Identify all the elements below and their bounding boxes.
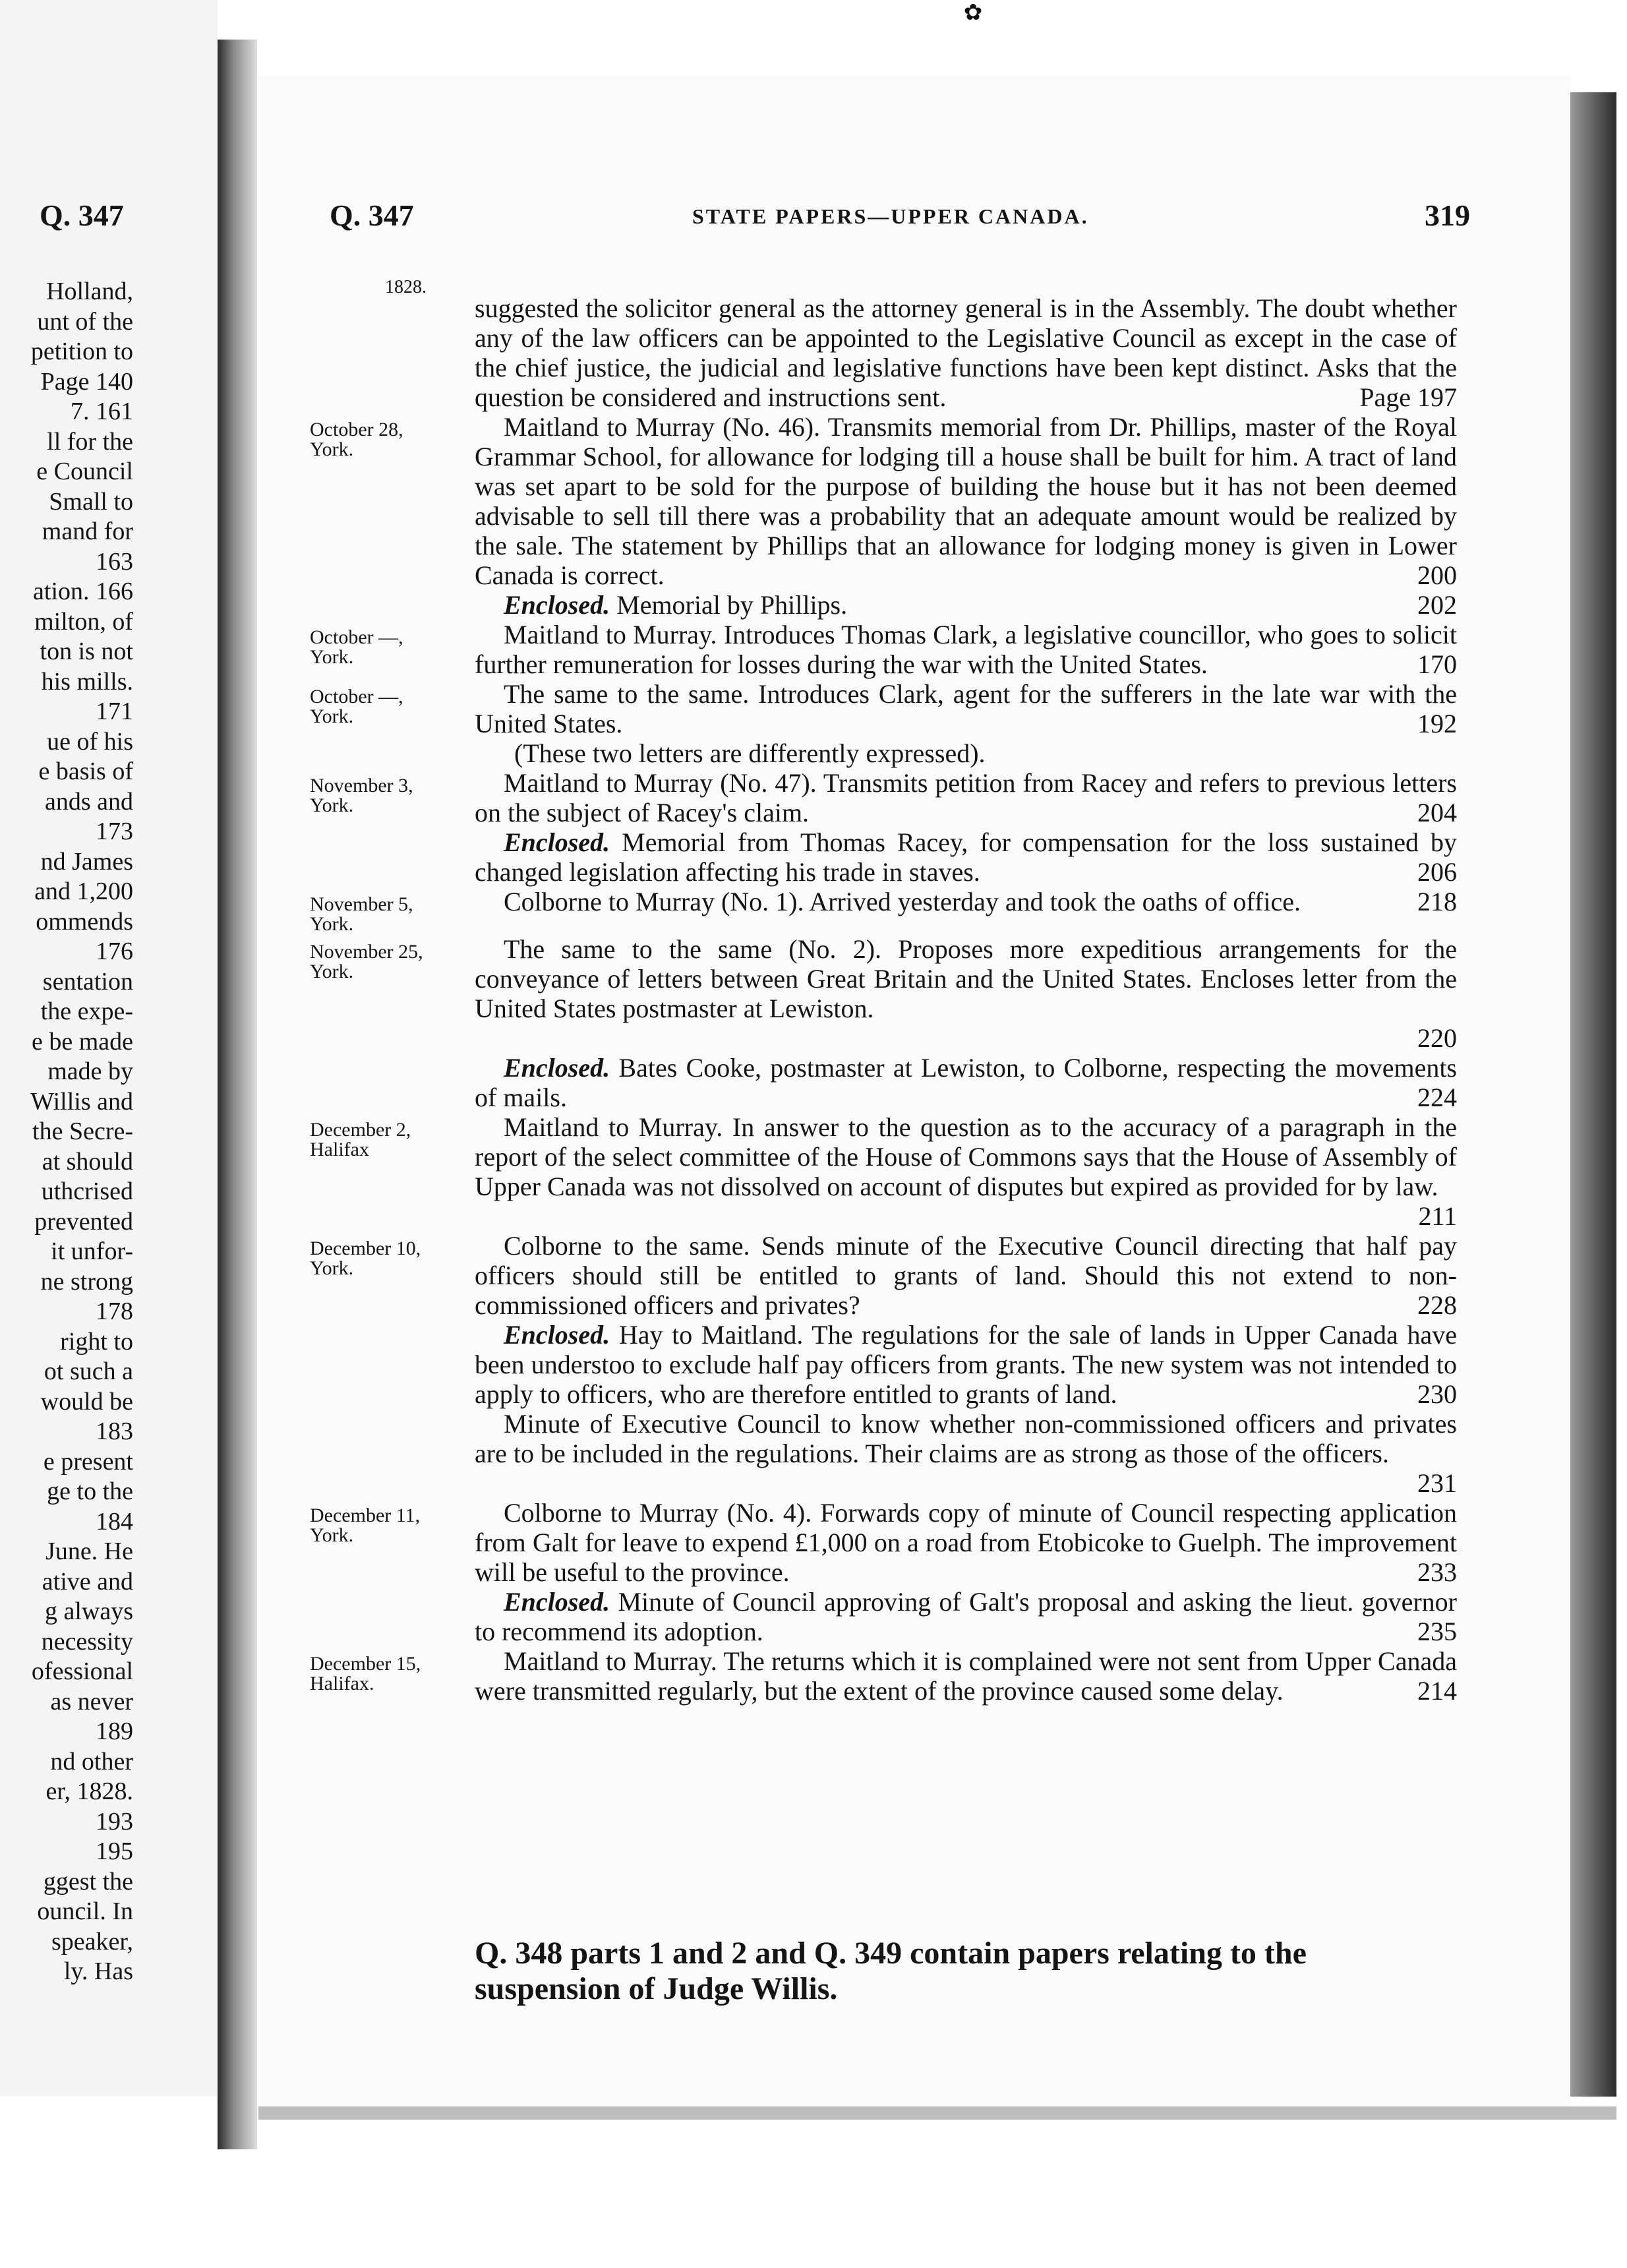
facing-page-line: 176 xyxy=(96,938,133,965)
entry-paragraph xyxy=(475,412,1457,590)
calendar-entry xyxy=(310,620,1457,679)
entry-paragraph xyxy=(475,1320,1457,1409)
volume-reference: Q. 347 xyxy=(330,198,414,232)
page-reference: 218 xyxy=(1417,887,1457,916)
entry-date-place: York. xyxy=(310,646,354,668)
entry-body xyxy=(475,1498,1457,1646)
facing-page-line: ofessional xyxy=(31,1657,133,1685)
entry-date-day: November 3, xyxy=(310,775,413,796)
entry-paragraph xyxy=(475,1409,1457,1498)
facing-page-line: Holland, xyxy=(46,278,133,305)
facing-page-line: sentation xyxy=(42,967,133,996)
facing-page-line: Page 140 xyxy=(40,367,133,396)
year-label: 1828. xyxy=(385,277,427,297)
facing-page-line: nd other xyxy=(50,1747,133,1776)
page-reference: 231 xyxy=(1417,1468,1457,1498)
entry-text: Colborne to the same. Sends minute of the Executive Council directing that half pay officers should still be entitled to grants of land. Should this not extend to non-commissioned officers and privates? xyxy=(475,1231,1457,1320)
entry-date-day: November 5, xyxy=(310,893,413,915)
entry-date-place: York. xyxy=(310,1524,354,1546)
entry-paragraph xyxy=(475,1498,1457,1587)
facing-page-line: uthcrised xyxy=(41,1178,133,1205)
entry-date-day: November 25, xyxy=(310,941,423,963)
facing-page-line: 173 xyxy=(96,818,133,845)
entry-date-day: December 10, xyxy=(310,1238,421,1259)
entry-date xyxy=(310,1112,475,1160)
facing-page-line: 183 xyxy=(96,1418,133,1445)
entry-paragraph xyxy=(475,934,1457,1023)
facing-page-line: as never xyxy=(50,1687,133,1716)
facing-page-line: the Secre- xyxy=(32,1118,133,1145)
facing-page-line: Small to xyxy=(49,487,133,516)
entry-paragraph xyxy=(475,1112,1457,1231)
facing-page-line: e Council xyxy=(36,458,133,485)
calendar-entry xyxy=(310,1646,1457,1706)
entry-body xyxy=(475,768,1457,887)
facing-page-line: ouncil. In xyxy=(37,1897,133,1925)
facing-page-line: er, 1828. xyxy=(45,1777,133,1805)
entry-date xyxy=(310,887,475,934)
entry-paragraph xyxy=(475,768,1457,827)
entry-text: Maitland to Murray (No. 47). Transmits petition from Racey and refers to previous letters on the subject of Racey's claim. xyxy=(475,768,1457,827)
enclosed-label: Enclosed. xyxy=(504,590,610,620)
facing-page-header: Q. 347 xyxy=(40,198,124,232)
facing-page-line: Willis and xyxy=(30,1087,133,1116)
entry-date xyxy=(310,934,475,982)
entry-body xyxy=(475,1231,1457,1498)
entry-paragraph xyxy=(475,620,1457,679)
calendar-entry xyxy=(310,1231,1457,1498)
entry-date-day: October —, xyxy=(310,686,403,707)
entry-date xyxy=(310,1646,475,1694)
facing-page-line: 178 xyxy=(96,1298,133,1325)
entry-date xyxy=(310,679,475,727)
calendar-entries xyxy=(310,293,1457,1706)
entry-paragraph xyxy=(475,679,1457,738)
facing-page-line: 7. 161 xyxy=(71,398,133,425)
running-head xyxy=(330,198,1470,244)
facing-page-line: ne strong xyxy=(40,1267,133,1296)
entry-date-place: York. xyxy=(310,794,354,816)
facing-page-line: ative and xyxy=(42,1567,133,1596)
facing-page-line: ation. 166 xyxy=(33,578,133,605)
facing-page-line: ge to the xyxy=(47,1477,133,1505)
facing-page xyxy=(0,0,218,2097)
entry-body xyxy=(475,1112,1457,1231)
entry-date-day: December 11, xyxy=(310,1505,421,1526)
running-title: STATE PAPERS—UPPER CANADA. xyxy=(692,204,1089,228)
entry-date-day: October —, xyxy=(310,626,403,648)
entry-text: Hay to Maitland. The regulations for the sale of lands in Upper Canada have been understoo to exclude half pay officers from grants. The new system was not intended to apply to officers, who are therefore entitled to grants of land. xyxy=(475,1320,1458,1409)
page-bottom-edge xyxy=(258,2106,1616,2120)
entry-date-place: Halifax. xyxy=(310,1673,374,1694)
facing-page-line: right to xyxy=(60,1327,133,1356)
entry-body xyxy=(475,679,1457,768)
facing-page-line: 195 xyxy=(96,1837,133,1865)
page-reference: 192 xyxy=(1417,709,1457,738)
entry-body xyxy=(475,887,1457,916)
facing-page-line: speaker, xyxy=(51,1927,133,1955)
entry-date-place: York. xyxy=(310,1257,354,1279)
entry-body xyxy=(475,1646,1457,1706)
facing-page-line: 171 xyxy=(96,698,133,725)
facing-page-text xyxy=(0,277,133,1987)
entry-date xyxy=(310,620,475,667)
page-reference: 233 xyxy=(1417,1557,1457,1587)
calendar-entry xyxy=(310,412,1457,620)
page-reference: 206 xyxy=(1417,857,1457,887)
page-number: 319 xyxy=(1425,198,1470,232)
facing-page-line: 163 xyxy=(96,547,133,576)
book-gutter xyxy=(218,40,257,2149)
entry-paragraph xyxy=(475,293,1457,412)
facing-page-line: petition to xyxy=(30,338,133,365)
page-reference: 228 xyxy=(1417,1290,1457,1320)
entry-text: Minute of Executive Council to know whether non-commissioned officers and privates are to be included in the regulations. Their claims are as strong as those of the officers. xyxy=(475,1409,1457,1468)
facing-page-line: g always xyxy=(44,1597,133,1625)
enclosed-label: Enclosed. xyxy=(504,1587,610,1617)
entry-date-place: Halifax xyxy=(310,1139,369,1160)
entry-date xyxy=(310,412,475,460)
facing-page-line: prevented xyxy=(34,1207,133,1236)
facing-page-line: ggest the xyxy=(43,1867,133,1895)
entry-paragraph xyxy=(475,590,1457,620)
page-reference: 204 xyxy=(1417,798,1457,827)
page-reference: 230 xyxy=(1417,1379,1457,1409)
facing-page-line: ot such a xyxy=(44,1358,133,1385)
facing-page-line: unt of the xyxy=(37,307,133,336)
facing-page-line: ommends xyxy=(36,907,133,936)
entry-paragraph xyxy=(475,1231,1457,1320)
calendar-entry xyxy=(310,1112,1457,1231)
entry-body xyxy=(475,412,1457,620)
enclosed-label: Enclosed. xyxy=(504,1320,610,1350)
closing-note: Q. 348 parts 1 and 2 and Q. 349 contain papers relating to the suspension of Judge Willis. xyxy=(475,1936,1307,2006)
entry-text: Memorial from Thomas Racey, for compensation for the loss sustained by changed legislation affecting his trade in staves. xyxy=(475,827,1458,887)
entry-paragraph xyxy=(475,887,1457,916)
entry-date xyxy=(310,293,475,301)
facing-page-line: e basis of xyxy=(38,758,133,785)
page-reference: 170 xyxy=(1417,649,1457,679)
entry-text: The same to the same (No. 2). Proposes more expeditious arrangements for the conveyance of letters between Great Britain and the United States. Encloses letter from the United States postmaster at Lewiston. xyxy=(475,934,1457,1023)
entry-text: suggested the solicitor general as the attorney general is in the Assembly. The doubt whether any of the law officers can be appointed to the Legislative Council as except in the case of the chief justice, the judicial and legislative functions have been kept distinct. Asks that the question be considered and instructions sent. xyxy=(475,293,1457,412)
entry-body xyxy=(475,620,1457,679)
entry-text: Maitland to Murray. In answer to the question as to the accuracy of a paragraph in the report of the select committee of the House of Commons says that the House of Assembly of Upper Canada was not dissolved on account of disputes but expired as provided for by law. xyxy=(475,1112,1457,1201)
entry-paragraph xyxy=(475,738,1457,768)
entry-text: Memorial by Phillips. xyxy=(616,590,848,620)
enclosed-label: Enclosed. xyxy=(504,1053,610,1083)
entry-paragraph xyxy=(475,1646,1457,1706)
calendar-entry xyxy=(310,1498,1457,1646)
entry-paragraph xyxy=(475,1587,1457,1646)
enclosed-label: Enclosed. xyxy=(504,827,610,857)
facing-page-line: his mills. xyxy=(41,667,133,696)
entry-text: Minute of Council approving of Galt's proposal and asking the lieut. governor to recommend its adoption. xyxy=(475,1587,1457,1646)
facing-page-line: the expe- xyxy=(40,998,133,1025)
page-reference: 202 xyxy=(1417,590,1457,620)
calendar-entry xyxy=(310,293,1457,412)
calendar-entry xyxy=(310,934,1457,1112)
entry-date-day: October 28, xyxy=(310,419,403,440)
facing-page-line: necessity xyxy=(41,1627,133,1656)
entry-body xyxy=(475,293,1457,412)
entry-date xyxy=(310,768,475,816)
facing-page-line: 193 xyxy=(96,1807,133,1835)
entry-date xyxy=(310,1498,475,1545)
facing-page-line: milton, of xyxy=(34,607,133,636)
facing-page-line: ue of his xyxy=(47,727,133,756)
facing-page-line: it unfor- xyxy=(51,1238,133,1265)
facing-page-line: made by xyxy=(47,1058,133,1085)
facing-page-line: ly. Has xyxy=(63,1957,133,1985)
page-reference: Page 197 xyxy=(1359,382,1457,412)
entry-text: Colborne to Murray (No. 1). Arrived yesterday and took the oaths of office. xyxy=(504,887,1301,916)
entry-date xyxy=(310,1231,475,1278)
entry-date-place: York. xyxy=(310,705,354,727)
facing-page-line: mand for xyxy=(42,518,133,545)
entry-date-place: York. xyxy=(310,961,354,982)
facing-page-line: and 1,200 xyxy=(34,878,133,905)
page-reference: 200 xyxy=(1417,560,1457,590)
entry-text: Bates Cooke, postmaster at Lewiston, to Colborne, respecting the movements of mails. xyxy=(475,1053,1457,1112)
facing-page-line: 189 xyxy=(96,1717,133,1745)
page-edge-shadow xyxy=(1570,92,1616,2097)
entry-paragraph xyxy=(475,1053,1457,1112)
facing-page-line: would be xyxy=(40,1387,133,1416)
entry-date-day: December 15, xyxy=(310,1653,421,1675)
entry-date-place: York. xyxy=(310,438,354,460)
calendar-entry xyxy=(310,887,1457,934)
page-reference: 220 xyxy=(1417,1023,1457,1053)
facing-page-line: nd James xyxy=(40,847,133,876)
facing-page-line: e be made xyxy=(31,1027,133,1056)
entry-body xyxy=(475,934,1457,1112)
entry-text: (These two letters are differently expressed). xyxy=(514,738,986,768)
facing-page-line: at should xyxy=(42,1147,133,1176)
entry-text: Colborne to Murray (No. 4). Forwards copy of minute of Council respecting application from Galt for leave to expend £1,000 on a road from Etobicoke to Guelph. The improvement will be useful to the province. xyxy=(475,1498,1457,1587)
entry-text: Maitland to Murray. The returns which it is complained were not sent from Upper Canada were transmitted regularly, but the extent of the province caused some delay. xyxy=(475,1646,1457,1706)
scan-mark-icon: ✿ xyxy=(963,1,983,25)
facing-page-line: ands and xyxy=(44,787,133,816)
facing-page-line: 184 xyxy=(96,1507,133,1536)
page-reference: 235 xyxy=(1417,1617,1457,1646)
facing-page-line: ton is not xyxy=(40,638,133,665)
calendar-entry xyxy=(310,768,1457,887)
page-reference: 214 xyxy=(1417,1676,1457,1706)
entry-paragraph xyxy=(475,827,1457,887)
entry-date-day: December 2, xyxy=(310,1119,411,1141)
entry-text: Maitland to Murray. Introduces Thomas Clark, a legislative councillor, who goes to solicit further remuneration for losses during the war with the United States. xyxy=(475,620,1457,679)
calendar-entry xyxy=(310,679,1457,768)
entry-date-place: York. xyxy=(310,913,354,935)
facing-page-line: e present xyxy=(43,1447,133,1476)
entry-text: Maitland to Murray (No. 46). Transmits memorial from Dr. Phillips, master of the Royal Grammar School, for allowance for lodging till a house shall be built for him. A tract of land was set apart to be sold for the purpose of building the house but it has not been deemed advisable to sell till there was a probability that an adequate amount would be realized by the sale. The statement by Phillips that an allowance for lodging money is given in Lower Canada is correct. xyxy=(475,412,1457,590)
page-reference: 224 xyxy=(1417,1083,1457,1112)
entry-text: The same to the same. Introduces Clark, agent for the sufferers in the late war with the United States. xyxy=(475,679,1457,738)
facing-page-line: June. He xyxy=(45,1537,133,1565)
facing-page-line: ll for the xyxy=(47,427,133,456)
page-reference: 211 xyxy=(1418,1201,1457,1231)
